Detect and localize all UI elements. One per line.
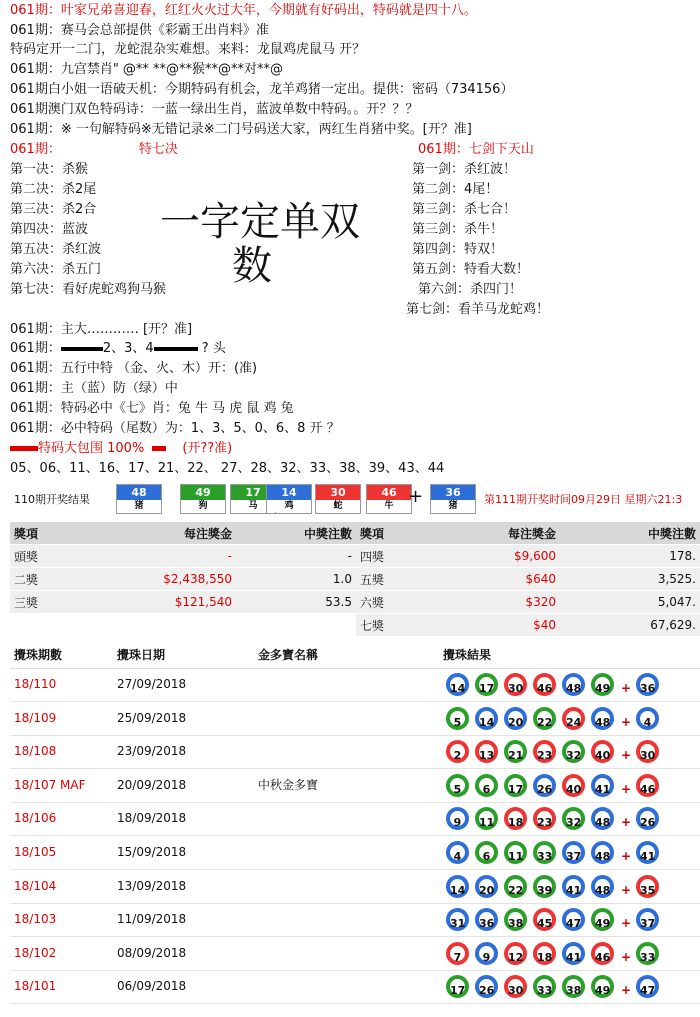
right-item: 第三剑：杀七合！ bbox=[412, 202, 517, 217]
hist-head-result: 攪珠結果 bbox=[443, 648, 492, 662]
prize-cell: $320 bbox=[432, 591, 560, 614]
left-item: 第二决：杀2尾 bbox=[10, 182, 97, 197]
right-item: 第三剑：杀牛！ bbox=[412, 222, 504, 237]
result-ball: 20 bbox=[475, 875, 498, 898]
extra-ball: 47 bbox=[636, 975, 659, 998]
prize-cell: $121,540 bbox=[128, 591, 236, 614]
draw-number[interactable]: 18/103 bbox=[14, 912, 57, 927]
right-title-name: 七剑下天山 bbox=[468, 142, 534, 157]
prize-row bbox=[10, 591, 700, 614]
extra-ball: 46 bbox=[636, 774, 659, 797]
draw-date: 08/09/2018 bbox=[117, 945, 187, 960]
prize-head: 每注獎金 bbox=[432, 522, 560, 545]
prize-cell: 二獎 bbox=[10, 568, 128, 591]
result-ball: 24 bbox=[562, 707, 585, 730]
center-big-line-2: 数 bbox=[232, 243, 272, 289]
draw-date: 18/09/2018 bbox=[117, 811, 187, 826]
draw-balls bbox=[446, 975, 665, 998]
result-ball: 48 bbox=[591, 807, 614, 830]
result-ball: 4 bbox=[446, 841, 469, 864]
right-item: 第二剑：4尾！ bbox=[412, 182, 499, 197]
strip-ball bbox=[116, 484, 162, 514]
draw-date: 11/09/2018 bbox=[117, 912, 187, 927]
draw-name: 中秋金多寶 bbox=[258, 777, 319, 792]
draw-date: 23/09/2018 bbox=[117, 744, 187, 759]
table-row bbox=[10, 870, 700, 904]
result-ball: 41 bbox=[562, 942, 585, 965]
prize-head: 中獎注數 bbox=[236, 522, 356, 545]
line-5: 061期白小姐一语破天机：今期特码有机会，龙羊鸡猪一定出。提供：密码（734156） bbox=[10, 82, 514, 97]
result-ball: 37 bbox=[562, 841, 585, 864]
strip-ball-number: 46 bbox=[367, 485, 411, 500]
baowei-tail: (开??准) bbox=[182, 441, 233, 456]
draw-date: 25/09/2018 bbox=[117, 710, 187, 725]
result-ball: 11 bbox=[504, 841, 527, 864]
strip-ball-number: 36 bbox=[431, 485, 475, 500]
table-row bbox=[10, 836, 700, 870]
strip-ball-number: 30 bbox=[316, 485, 360, 500]
plus-icon: + bbox=[620, 949, 632, 964]
draw-balls bbox=[446, 807, 665, 830]
prize-cell: 頭獎 bbox=[10, 545, 128, 568]
table-row bbox=[10, 702, 700, 736]
left-item: 第七决：看好虎蛇鸡狗马猴 bbox=[10, 282, 167, 297]
lower-line-2 bbox=[10, 340, 226, 358]
strip-ball-number: 14 bbox=[267, 485, 311, 500]
prize-cell: $2,438,550 bbox=[128, 568, 236, 591]
result-ball: 38 bbox=[504, 908, 527, 931]
prize-cell: 四獎 bbox=[356, 545, 432, 568]
prize-cell: - bbox=[128, 545, 236, 568]
history-header bbox=[10, 642, 700, 669]
line-3: 特码定开一二门，龙蛇混杂实难想。来料：龙鼠鸡虎鼠马 开？ bbox=[10, 42, 366, 57]
result-ball: 30 bbox=[504, 673, 527, 696]
right-title bbox=[418, 141, 534, 159]
draw-number[interactable]: 18/110 bbox=[14, 677, 57, 691]
baowei-line bbox=[10, 440, 232, 458]
lower-line-1: 061期：主大………… [开？准] bbox=[10, 322, 193, 337]
draw-date: 15/09/2018 bbox=[117, 845, 187, 859]
draw-number[interactable]: 18/108 bbox=[14, 744, 57, 759]
draw-number[interactable]: 18/105 bbox=[14, 845, 57, 859]
plus-icon: + bbox=[620, 781, 632, 796]
strip-ball-number: 48 bbox=[117, 485, 161, 500]
prize-row bbox=[10, 545, 700, 568]
draw-number[interactable]: 18/101 bbox=[14, 979, 57, 994]
plus-icon: + bbox=[620, 882, 632, 897]
prize-cell: $40 bbox=[432, 614, 560, 637]
result-ball: 14 bbox=[446, 673, 469, 696]
result-ball: 17 bbox=[504, 774, 527, 797]
extra-ball: 37 bbox=[636, 908, 659, 931]
result-ball: 9 bbox=[446, 807, 469, 830]
result-ball: 31 bbox=[446, 908, 469, 931]
plus-icon: + bbox=[620, 983, 632, 998]
baowei-label: 特码大包围 100% bbox=[38, 441, 145, 456]
table-row bbox=[10, 903, 700, 937]
prize-cell: 3,525. bbox=[560, 568, 700, 591]
number-list: 05、06、11、16、17、21、22、 27、28、32、33、38、39、43、44 bbox=[10, 461, 445, 476]
left-item: 第三决：杀2合 bbox=[10, 202, 97, 217]
strip-ball-zodiac: 狗 bbox=[181, 500, 225, 512]
strip-plus: + bbox=[408, 486, 424, 507]
draw-number[interactable]: 18/106 bbox=[14, 811, 57, 826]
result-ball: 5 bbox=[446, 707, 469, 730]
strip-ball-zodiac: 鸡 bbox=[267, 500, 311, 512]
result-ball: 11 bbox=[475, 807, 498, 830]
result-ball: 12 bbox=[504, 942, 527, 965]
result-ball: 40 bbox=[562, 774, 585, 797]
result-ball: 41 bbox=[562, 875, 585, 898]
left-title bbox=[10, 141, 178, 159]
draw-date: 20/09/2018 bbox=[117, 777, 187, 792]
left-title-name: 特七决 bbox=[138, 142, 178, 157]
result-ball: 45 bbox=[533, 908, 556, 931]
draw-balls bbox=[446, 740, 665, 763]
line-1-prefix: 061期： bbox=[10, 3, 61, 18]
strip-ball-number: 49 bbox=[181, 485, 225, 500]
result-ball: 41 bbox=[591, 774, 614, 797]
strip-ball-zodiac: 马 bbox=[231, 500, 275, 512]
left-item: 第五决：杀红波 bbox=[10, 242, 102, 257]
prize-head: 獎項 bbox=[356, 522, 432, 545]
result-ball: 22 bbox=[533, 707, 556, 730]
hist-head-name: 金多寶名稱 bbox=[258, 648, 319, 662]
prize-head: 中獎注數 bbox=[560, 522, 700, 545]
table-row bbox=[10, 668, 700, 702]
prize-row bbox=[10, 568, 700, 591]
draw-number[interactable]: 18/104 bbox=[14, 878, 57, 893]
prize-cell: 1.0 bbox=[236, 568, 356, 591]
line-7: 061期：※ 一句解特码※无错记录※二门号码送大家，两红生肖猪中奖。[开？准] bbox=[10, 122, 472, 137]
extra-ball: 33 bbox=[636, 942, 659, 965]
strip-ball-number: 17 bbox=[231, 485, 275, 500]
prize-cell bbox=[128, 614, 236, 637]
result-ball: 26 bbox=[475, 975, 498, 998]
hist-head-no: 攪珠期數 bbox=[14, 648, 63, 662]
line-4: 061期：九宫禁肖" @** **@**猴**@**对**@ bbox=[10, 62, 284, 77]
plus-icon: + bbox=[620, 849, 632, 863]
result-ball: 36 bbox=[475, 908, 498, 931]
lower-line-2-prefix: 061期： bbox=[10, 341, 61, 356]
strip-ball-zodiac: 牛 bbox=[367, 500, 411, 512]
plus-icon: + bbox=[620, 916, 632, 931]
prize-cell: 六獎 bbox=[356, 591, 432, 614]
prize-header bbox=[10, 522, 700, 545]
plus-icon: + bbox=[620, 815, 632, 830]
result-ball: 23 bbox=[533, 740, 556, 763]
result-ball: 33 bbox=[533, 841, 556, 864]
result-ball: 48 bbox=[591, 875, 614, 898]
result-ball: 32 bbox=[562, 740, 585, 763]
result-ball: 32 bbox=[562, 807, 585, 830]
prize-cell: 5,047. bbox=[560, 591, 700, 614]
result-ball: 18 bbox=[504, 807, 527, 830]
strip-ball bbox=[180, 484, 226, 514]
prize-cell: $9,600 bbox=[432, 545, 560, 568]
prize-cell bbox=[10, 614, 128, 637]
plus-icon: + bbox=[620, 748, 632, 763]
red-bar bbox=[10, 446, 38, 451]
strip-ball bbox=[315, 484, 361, 514]
extra-ball: 30 bbox=[636, 740, 659, 763]
strip-ball-zodiac: 猪 bbox=[117, 500, 161, 512]
plus-icon: + bbox=[620, 681, 632, 695]
strip-ball bbox=[266, 484, 312, 514]
result-ball: 49 bbox=[591, 975, 614, 998]
line-2: 061期：赛马会总部提供《彩霸王出肖料》准 bbox=[10, 23, 269, 38]
result-ball: 18 bbox=[533, 942, 556, 965]
left-item: 第六决：杀五门 bbox=[10, 262, 102, 277]
result-ball: 46 bbox=[533, 673, 556, 696]
draw-date: 27/09/2018 bbox=[117, 677, 187, 691]
right-item: 第五剑：特看大数！ bbox=[412, 262, 530, 277]
prize-cell: 五獎 bbox=[356, 568, 432, 591]
red-bar bbox=[152, 446, 166, 451]
result-ball: 13 bbox=[475, 740, 498, 763]
strip-ball-zodiac: 蛇 bbox=[316, 500, 360, 512]
result-ball: 30 bbox=[504, 975, 527, 998]
draw-date: 13/09/2018 bbox=[117, 878, 187, 893]
result-ball: 48 bbox=[591, 841, 614, 864]
result-ball: 26 bbox=[533, 774, 556, 797]
result-ball: 40 bbox=[591, 740, 614, 763]
draw-number[interactable]: 18/102 bbox=[14, 945, 57, 960]
strip-next: 第111期开奖时间09月29日 星期六21:3 bbox=[484, 493, 683, 506]
black-bar bbox=[154, 347, 198, 351]
result-ball: 33 bbox=[533, 975, 556, 998]
black-bar bbox=[61, 347, 103, 351]
table-row bbox=[10, 970, 700, 1004]
left-item: 第四决：蓝波 bbox=[10, 222, 89, 237]
table-row bbox=[10, 735, 700, 769]
prize-cell: $640 bbox=[432, 568, 560, 591]
extra-ball: 4 bbox=[636, 707, 659, 730]
prize-cell: 三獎 bbox=[10, 591, 128, 614]
lower-line-2-mid: 2、3、4 bbox=[102, 341, 154, 356]
right-item: 第七剑：看羊马龙蛇鸡！ bbox=[406, 302, 550, 317]
line-1-text: 叶家兄弟喜迎春，红红火火过大年，今期就有好码出，特码就是四十八。 bbox=[60, 3, 477, 18]
line-1 bbox=[10, 2, 477, 20]
result-ball: 6 bbox=[475, 841, 498, 864]
result-ball: 22 bbox=[504, 875, 527, 898]
prize-cell: 178. bbox=[560, 545, 700, 568]
table-row bbox=[10, 937, 700, 971]
result-ball: 2 bbox=[446, 740, 469, 763]
draw-number[interactable]: 18/109 bbox=[14, 710, 57, 725]
result-ball: 20 bbox=[504, 707, 527, 730]
strip-ball bbox=[366, 484, 412, 514]
draw-balls bbox=[446, 707, 665, 730]
right-item: 第一剑：杀红波！ bbox=[412, 162, 517, 177]
result-ball: 7 bbox=[446, 942, 469, 965]
result-ball: 17 bbox=[475, 673, 498, 696]
draw-balls bbox=[446, 774, 665, 797]
result-strip bbox=[10, 484, 700, 512]
result-ball: 39 bbox=[533, 875, 556, 898]
draw-number[interactable]: 18/107 MAF bbox=[14, 777, 86, 792]
result-ball: 48 bbox=[591, 707, 614, 730]
extra-ball: 36 bbox=[636, 673, 659, 696]
left-title-period: 061期： bbox=[10, 142, 61, 157]
plus-icon: + bbox=[620, 714, 632, 729]
hist-head-date: 攪珠日期 bbox=[117, 648, 166, 662]
prize-table bbox=[10, 522, 700, 637]
right-item: 第六剑：杀四门！ bbox=[418, 282, 523, 297]
draw-balls bbox=[446, 908, 665, 931]
lower-line-2-tail: ? 头 bbox=[197, 341, 226, 356]
result-ball: 9 bbox=[475, 942, 498, 965]
result-ball: 47 bbox=[562, 908, 585, 931]
prize-head: 獎項 bbox=[10, 522, 128, 545]
prize-row bbox=[10, 614, 700, 637]
result-ball: 5 bbox=[446, 774, 469, 797]
result-ball: 14 bbox=[475, 707, 498, 730]
table-row bbox=[10, 769, 700, 803]
prize-cell: - bbox=[236, 545, 356, 568]
draw-balls bbox=[446, 875, 665, 898]
result-ball: 46 bbox=[591, 942, 614, 965]
draw-balls bbox=[446, 841, 665, 864]
lower-line-6: 061期：必中特码（尾数）为：1、3、5、0、6、8 开 ？ bbox=[10, 421, 340, 436]
right-item: 第四剑：特双！ bbox=[412, 242, 504, 257]
result-ball: 17 bbox=[446, 975, 469, 998]
prize-head: 每注獎金 bbox=[128, 522, 236, 545]
extra-ball: 26 bbox=[636, 807, 659, 830]
strip-ball-zodiac: 猪 bbox=[431, 500, 475, 512]
strip-label: 110期开奖结果 bbox=[14, 493, 90, 506]
prize-cell: 53.5 bbox=[236, 591, 356, 614]
lower-line-5: 061期：特码必中《七》肖：兔 牛 马 虎 鼠 鸡 兔 bbox=[10, 401, 294, 416]
result-ball: 21 bbox=[504, 740, 527, 763]
lower-line-3: 061期：五行中特 （金、火、木）开：(准) bbox=[10, 361, 258, 376]
line-6: 061期澳门双色特码诗：一蓝一绿出生肖，蓝波单数中特码。。开？？？ bbox=[10, 102, 419, 117]
draw-balls bbox=[446, 673, 665, 696]
result-ball: 23 bbox=[533, 807, 556, 830]
result-ball: 49 bbox=[591, 908, 614, 931]
left-item: 第一决：杀猴 bbox=[10, 162, 89, 177]
prize-cell: 七獎 bbox=[356, 614, 432, 637]
right-title-period: 061期： bbox=[418, 142, 469, 157]
result-ball: 6 bbox=[475, 774, 498, 797]
extra-ball: 35 bbox=[636, 875, 659, 898]
extra-ball: 41 bbox=[636, 841, 659, 864]
prize-cell: 67,629. bbox=[560, 614, 700, 637]
strip-ball bbox=[430, 484, 476, 514]
draw-balls bbox=[446, 942, 665, 965]
center-big-line-1: 一字定单双 bbox=[160, 199, 360, 245]
table-row bbox=[10, 802, 700, 836]
lower-line-4: 061期：主（蓝）防（绿）中 bbox=[10, 381, 178, 396]
result-ball: 48 bbox=[562, 673, 585, 696]
draw-date: 06/09/2018 bbox=[117, 979, 187, 994]
result-ball: 38 bbox=[562, 975, 585, 998]
prize-cell bbox=[236, 614, 356, 637]
result-ball: 14 bbox=[446, 875, 469, 898]
result-ball: 49 bbox=[591, 673, 614, 696]
